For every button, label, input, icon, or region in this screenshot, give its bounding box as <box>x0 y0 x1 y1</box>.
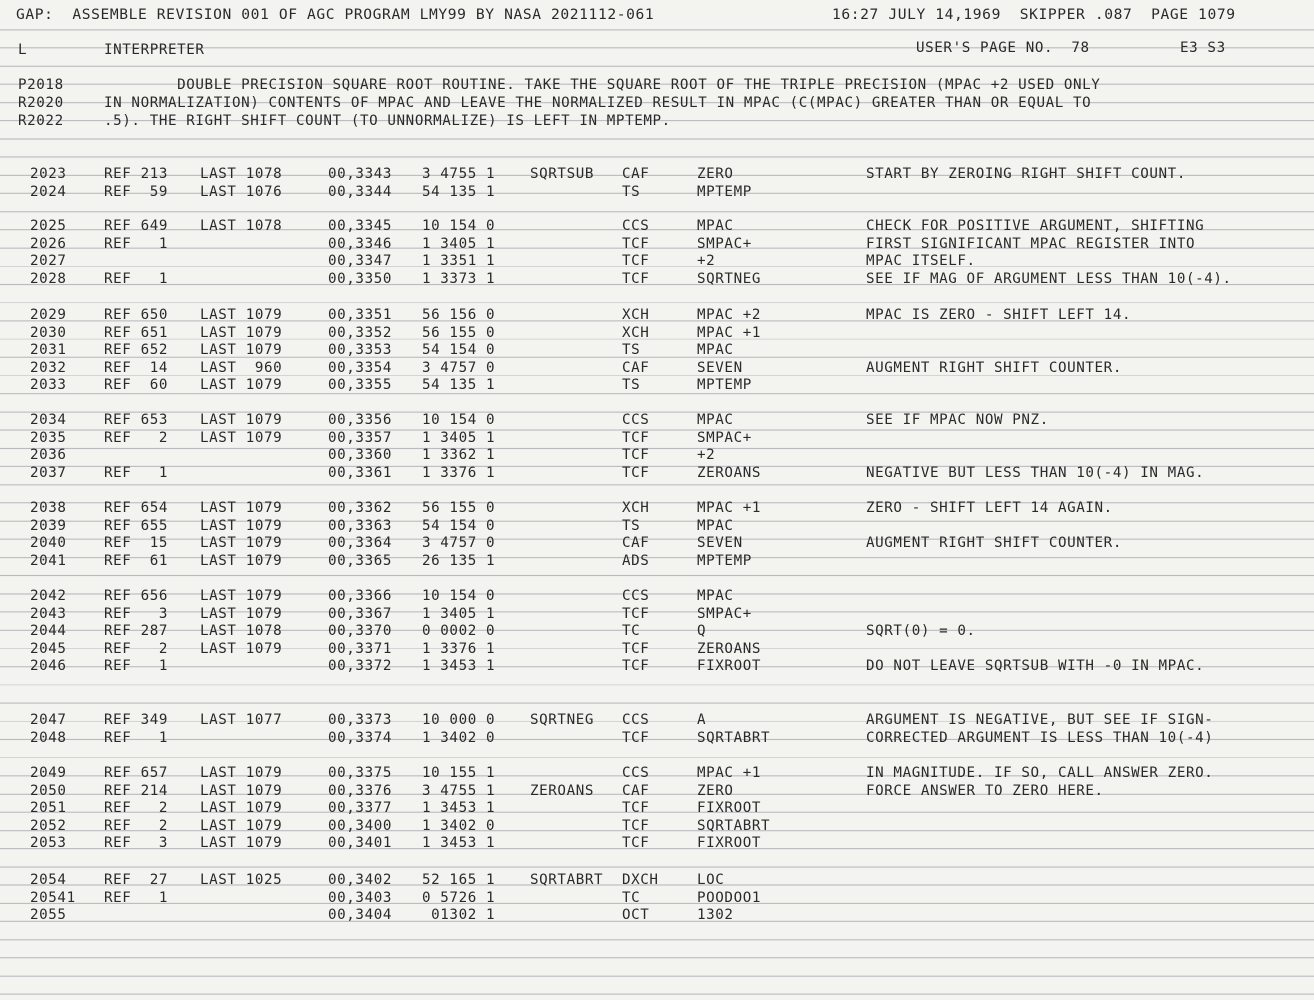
octal-word: 56 156 0 <box>422 307 496 323</box>
ref-field: REF 2 <box>104 800 168 817</box>
listing-row <box>0 517 1314 535</box>
listing-row <box>0 411 1314 429</box>
opcode-field: TC <box>622 623 641 640</box>
address-field: 00,3352 <box>328 324 392 341</box>
operand-field: FIXROOT <box>697 658 761 675</box>
operand-field: +2 <box>697 253 716 270</box>
line-number: 2050 <box>30 782 67 799</box>
ref-field: REF 655 <box>104 517 168 534</box>
ref-field: REF 1 <box>104 235 168 252</box>
line-number: 2029 <box>30 307 67 323</box>
line-number: 2054 <box>30 872 67 888</box>
listing-row <box>0 834 1314 852</box>
last-field: LAST 1079 <box>200 412 283 428</box>
line-number: 2043 <box>30 605 67 622</box>
ref-field: REF 214 <box>104 782 168 799</box>
last-field: LAST 1025 <box>200 872 283 888</box>
opcode-field: TCF <box>622 429 650 446</box>
listing-row <box>0 534 1314 552</box>
listing-row <box>0 341 1314 359</box>
comment-field: AUGMENT RIGHT SHIFT COUNTER. <box>866 359 1122 376</box>
operand-field: MPAC +1 <box>697 500 761 516</box>
last-field: LAST 1079 <box>200 377 283 394</box>
octal-word: 01302 1 <box>422 907 496 924</box>
ref-field: REF 1 <box>104 889 168 906</box>
operand-field: MPTEMP <box>697 183 752 200</box>
comment-field: SQRT(0) = 0. <box>866 623 976 640</box>
line-number: 2047 <box>30 712 67 728</box>
listing-row <box>0 359 1314 377</box>
ref-field: REF 3 <box>104 605 168 622</box>
line-number: 2024 <box>30 183 67 200</box>
comment-field: START BY ZEROING RIGHT SHIFT COUNT. <box>866 166 1186 182</box>
opcode-field: XCH <box>622 324 650 341</box>
octal-word: 3 4757 0 <box>422 359 496 376</box>
listing-row <box>0 464 1314 482</box>
listing-row <box>0 306 1314 324</box>
address-field: 00,3401 <box>328 835 392 852</box>
opcode-field: CCS <box>622 765 650 781</box>
label-field: SQRTNEG <box>530 712 594 728</box>
opcode-field: XCH <box>622 500 650 516</box>
ref-field: REF 349 <box>104 712 168 728</box>
last-field: LAST 1079 <box>200 605 283 622</box>
comment-field: FIRST SIGNIFICANT MPAC REGISTER INTO <box>866 235 1196 252</box>
comment-tag: R2022 <box>18 113 64 129</box>
listing-row <box>0 235 1314 253</box>
operand-field: SMPAC+ <box>697 605 752 622</box>
last-field: LAST 1079 <box>200 307 283 323</box>
last-field: LAST 1078 <box>200 218 283 234</box>
octal-word: 1 3453 1 <box>422 658 496 675</box>
ref-field: REF 1 <box>104 464 168 481</box>
listing-row <box>0 799 1314 817</box>
opcode-field: TS <box>622 183 641 200</box>
ref-field: REF 649 <box>104 218 168 234</box>
operand-field: ZEROANS <box>697 464 761 481</box>
line-number: 2055 <box>30 907 67 924</box>
subheader-marker: L <box>18 42 28 58</box>
last-field: LAST 1079 <box>200 535 283 552</box>
opcode-field: CCS <box>622 218 650 234</box>
opcode-field: CAF <box>622 359 650 376</box>
opcode-field: TCF <box>622 658 650 675</box>
operand-field: SQRTNEG <box>697 270 761 287</box>
last-field: LAST 1079 <box>200 640 283 657</box>
opcode-field: TC <box>622 889 641 906</box>
address-field: 00,3365 <box>328 552 392 569</box>
octal-word: 10 155 1 <box>422 765 496 781</box>
page-code: E3 S3 <box>1180 40 1226 56</box>
listing-row <box>0 782 1314 800</box>
line-number: 2023 <box>30 166 67 182</box>
octal-word: 1 3405 1 <box>422 235 496 252</box>
octal-word: 3 4757 0 <box>422 535 496 552</box>
octal-word: 54 135 1 <box>422 377 496 394</box>
opcode-field: TCF <box>622 464 650 481</box>
operand-field: SEVEN <box>697 359 743 376</box>
listing-row <box>0 217 1314 235</box>
octal-word: 54 154 0 <box>422 517 496 534</box>
octal-word: 10 000 0 <box>422 712 496 728</box>
opcode-field: CCS <box>622 712 650 728</box>
octal-word: 1 3362 1 <box>422 447 496 464</box>
header-left: GAP: ASSEMBLE REVISION 001 OF AGC PROGRAM LMY99 BY NASA 2021112-061 <box>16 6 655 23</box>
operand-field: SQRTABRT <box>697 817 771 834</box>
octal-word: 1 3453 1 <box>422 800 496 817</box>
listing-row <box>0 270 1314 288</box>
address-field: 00,3402 <box>328 872 392 888</box>
address-field: 00,3366 <box>328 588 392 604</box>
line-number: 2046 <box>30 658 67 675</box>
opcode-field: CCS <box>622 412 650 428</box>
ref-field: REF 27 <box>104 872 168 888</box>
address-field: 00,3364 <box>328 535 392 552</box>
address-field: 00,3361 <box>328 464 392 481</box>
operand-field: ZERO <box>697 782 734 799</box>
last-field: LAST 1079 <box>200 800 283 817</box>
listing-row <box>0 376 1314 394</box>
operand-field: POODOO1 <box>697 889 761 906</box>
listing-row <box>0 817 1314 835</box>
opcode-field: TCF <box>622 800 650 817</box>
line-number: 2025 <box>30 218 67 234</box>
operand-field: ZEROANS <box>697 640 761 657</box>
address-field: 00,3356 <box>328 412 392 428</box>
operand-field: 1302 <box>697 907 734 924</box>
octal-word: 54 135 1 <box>422 183 496 200</box>
address-field: 00,3345 <box>328 218 392 234</box>
octal-word: 54 154 0 <box>422 342 496 359</box>
address-field: 00,3357 <box>328 429 392 446</box>
ref-field: REF 15 <box>104 535 168 552</box>
ref-field: REF 654 <box>104 500 168 516</box>
listing-row <box>0 552 1314 570</box>
address-field: 00,3350 <box>328 270 392 287</box>
ref-field: REF 213 <box>104 166 168 182</box>
operand-field: SMPAC+ <box>697 235 752 252</box>
line-number: 2038 <box>30 500 67 516</box>
address-field: 00,3360 <box>328 447 392 464</box>
operand-field: MPTEMP <box>697 552 752 569</box>
listing-row <box>0 871 1314 889</box>
address-field: 00,3351 <box>328 307 392 323</box>
listing-row <box>0 906 1314 924</box>
opcode-field: TCF <box>622 270 650 287</box>
listing-row <box>0 183 1314 201</box>
last-field: LAST 1079 <box>200 782 283 799</box>
listing-row <box>0 165 1314 183</box>
line-number: 2027 <box>30 253 67 270</box>
operand-field: ZERO <box>697 166 734 182</box>
comment-line <box>0 112 1314 130</box>
address-field: 00,3372 <box>328 658 392 675</box>
opcode-field: TCF <box>622 817 650 834</box>
opcode-field: CAF <box>622 535 650 552</box>
ref-field: REF 652 <box>104 342 168 359</box>
operand-field: MPAC <box>697 342 734 359</box>
opcode-field: DXCH <box>622 872 659 888</box>
opcode-field: TCF <box>622 729 650 746</box>
last-field: LAST 1079 <box>200 552 283 569</box>
address-field: 00,3363 <box>328 517 392 534</box>
listing-row <box>0 889 1314 907</box>
address-field: 00,3403 <box>328 889 392 906</box>
octal-word: 0 5726 1 <box>422 889 496 906</box>
octal-word: 1 3373 1 <box>422 270 496 287</box>
comment-text: .5). THE RIGHT SHIFT COUNT (TO UNNORMALIZE) IS LEFT IN MPTEMP. <box>104 113 671 129</box>
operand-field: SQRTABRT <box>697 729 771 746</box>
octal-word: 1 3402 0 <box>422 817 496 834</box>
last-field: LAST 1079 <box>200 324 283 341</box>
label-field: SQRTSUB <box>530 166 594 182</box>
comment-field: MPAC ITSELF. <box>866 253 976 270</box>
operand-field: MPAC <box>697 412 734 428</box>
line-number: 2037 <box>30 464 67 481</box>
opcode-field: XCH <box>622 307 650 323</box>
header-right: 16:27 JULY 14,1969 SKIPPER .087 PAGE 1079 <box>832 6 1236 23</box>
operand-field: MPAC <box>697 517 734 534</box>
listing-row <box>0 711 1314 729</box>
octal-word: 3 4755 1 <box>422 166 496 182</box>
ref-field: REF 1 <box>104 729 168 746</box>
operand-field: MPAC <box>697 588 734 604</box>
address-field: 00,3370 <box>328 623 392 640</box>
opcode-field: CAF <box>622 782 650 799</box>
address-field: 00,3404 <box>328 907 392 924</box>
address-field: 00,3374 <box>328 729 392 746</box>
ref-field: REF 650 <box>104 307 168 323</box>
octal-word: 10 154 0 <box>422 412 496 428</box>
address-field: 00,3400 <box>328 817 392 834</box>
opcode-field: TCF <box>622 235 650 252</box>
address-field: 00,3354 <box>328 359 392 376</box>
last-field: LAST 1078 <box>200 623 283 640</box>
listing-row <box>0 764 1314 782</box>
listing-row <box>0 729 1314 747</box>
line-number: 2028 <box>30 270 67 287</box>
address-field: 00,3344 <box>328 183 392 200</box>
address-field: 00,3355 <box>328 377 392 394</box>
operand-field: MPTEMP <box>697 377 752 394</box>
ref-field: REF 657 <box>104 765 168 781</box>
octal-word: 1 3376 1 <box>422 464 496 481</box>
listing-row <box>0 657 1314 675</box>
ref-field: REF 14 <box>104 359 168 376</box>
comment-tag: P2018 <box>18 77 64 93</box>
line-number: 2039 <box>30 517 67 534</box>
comment-field: SEE IF MPAC NOW PNZ. <box>866 412 1049 428</box>
address-field: 00,3373 <box>328 712 392 728</box>
address-field: 00,3343 <box>328 166 392 182</box>
last-field: LAST 1079 <box>200 342 283 359</box>
line-number: 2035 <box>30 429 67 446</box>
opcode-field: CAF <box>622 166 650 182</box>
comment-field: ZERO - SHIFT LEFT 14 AGAIN. <box>866 500 1113 516</box>
last-field: LAST 1079 <box>200 517 283 534</box>
octal-word: 56 155 0 <box>422 324 496 341</box>
last-field: LAST 1079 <box>200 835 283 852</box>
opcode-field: TCF <box>622 253 650 270</box>
operand-field: Q <box>697 623 707 640</box>
last-field: LAST 1077 <box>200 712 283 728</box>
line-number: 2049 <box>30 765 67 781</box>
listing-row <box>0 446 1314 464</box>
opcode-field: CCS <box>622 588 650 604</box>
user-page-number: USER'S PAGE NO. 78 <box>916 40 1090 56</box>
line-number: 2033 <box>30 377 67 394</box>
operand-field: LOC <box>697 872 725 888</box>
ref-field: REF 2 <box>104 429 168 446</box>
ref-field: REF 61 <box>104 552 168 569</box>
address-field: 00,3375 <box>328 765 392 781</box>
address-field: 00,3371 <box>328 640 392 657</box>
label-field: ZEROANS <box>530 782 594 799</box>
comment-line <box>0 76 1314 94</box>
line-number: 2042 <box>30 588 67 604</box>
ref-field: REF 653 <box>104 412 168 428</box>
listing-row <box>0 640 1314 658</box>
opcode-field: OCT <box>622 907 650 924</box>
line-number: 2030 <box>30 324 67 341</box>
comment-field: AUGMENT RIGHT SHIFT COUNTER. <box>866 535 1122 552</box>
last-field: LAST 1079 <box>200 588 283 604</box>
last-field: LAST 1078 <box>200 166 283 182</box>
line-number: 2048 <box>30 729 67 746</box>
address-field: 00,3362 <box>328 500 392 516</box>
comment-field: IN MAGNITUDE. IF SO, CALL ANSWER ZERO. <box>866 765 1214 781</box>
listing-row <box>0 587 1314 605</box>
operand-field: A <box>697 712 707 728</box>
line-number: 2032 <box>30 359 67 376</box>
comment-field: DO NOT LEAVE SQRTSUB WITH -0 IN MPAC. <box>866 658 1205 675</box>
ref-field: REF 59 <box>104 183 168 200</box>
octal-word: 1 3453 1 <box>422 835 496 852</box>
octal-word: 26 135 1 <box>422 552 496 569</box>
comment-text: IN NORMALIZATION) CONTENTS OF MPAC AND LEAVE THE NORMALIZED RESULT IN MPAC (C(MPAC) GREATER THAN OR EQUAL TO <box>104 95 1092 111</box>
octal-word: 1 3405 1 <box>422 605 496 622</box>
comment-tag: R2020 <box>18 95 64 111</box>
comment-field: CHECK FOR POSITIVE ARGUMENT, SHIFTING <box>866 218 1205 234</box>
last-field: LAST 960 <box>200 359 283 376</box>
octal-word: 1 3351 1 <box>422 253 496 270</box>
operand-field: FIXROOT <box>697 800 761 817</box>
line-number: 2044 <box>30 623 67 640</box>
ref-field: REF 60 <box>104 377 168 394</box>
last-field: LAST 1079 <box>200 500 283 516</box>
last-field: LAST 1079 <box>200 765 283 781</box>
comment-line <box>0 94 1314 112</box>
address-field: 00,3377 <box>328 800 392 817</box>
comment-field: NEGATIVE BUT LESS THAN 10(-4) IN MAG. <box>866 464 1205 481</box>
ref-field: REF 2 <box>104 640 168 657</box>
octal-word: 3 4755 1 <box>422 782 496 799</box>
comment-field: SEE IF MAG OF ARGUMENT LESS THAN 10(-4). <box>866 270 1232 287</box>
operand-field: +2 <box>697 447 716 464</box>
last-field: LAST 1079 <box>200 817 283 834</box>
ref-field: REF 656 <box>104 588 168 604</box>
octal-word: 10 154 0 <box>422 588 496 604</box>
listing-row <box>0 324 1314 342</box>
address-field: 00,3347 <box>328 253 392 270</box>
operand-field: MPAC +2 <box>697 307 761 323</box>
operand-field: SMPAC+ <box>697 429 752 446</box>
octal-word: 1 3405 1 <box>422 429 496 446</box>
comment-field: MPAC IS ZERO - SHIFT LEFT 14. <box>866 307 1132 323</box>
address-field: 00,3346 <box>328 235 392 252</box>
opcode-field: ADS <box>622 552 650 569</box>
line-number: 2053 <box>30 835 67 852</box>
last-field: LAST 1076 <box>200 183 283 200</box>
line-number: 2052 <box>30 817 67 834</box>
line-number: 2031 <box>30 342 67 359</box>
last-field: LAST 1079 <box>200 429 283 446</box>
opcode-field: TCF <box>622 640 650 657</box>
listing-row <box>0 605 1314 623</box>
octal-word: 0 0002 0 <box>422 623 496 640</box>
ref-field: REF 1 <box>104 658 168 675</box>
ref-field: REF 3 <box>104 835 168 852</box>
operand-field: MPAC <box>697 218 734 234</box>
listing-row <box>0 429 1314 447</box>
octal-word: 10 154 0 <box>422 218 496 234</box>
comment-field: ARGUMENT IS NEGATIVE, BUT SEE IF SIGN- <box>866 712 1214 728</box>
opcode-field: TCF <box>622 605 650 622</box>
ref-field: REF 287 <box>104 623 168 640</box>
operand-field: MPAC +1 <box>697 324 761 341</box>
section-title: INTERPRETER <box>104 42 205 58</box>
opcode-field: TS <box>622 517 641 534</box>
comment-field: FORCE ANSWER TO ZERO HERE. <box>866 782 1104 799</box>
address-field: 00,3376 <box>328 782 392 799</box>
octal-word: 1 3402 0 <box>422 729 496 746</box>
address-field: 00,3353 <box>328 342 392 359</box>
ref-field: REF 2 <box>104 817 168 834</box>
operand-field: MPAC +1 <box>697 765 761 781</box>
ref-field: REF 651 <box>104 324 168 341</box>
octal-word: 52 165 1 <box>422 872 496 888</box>
line-number: 2040 <box>30 535 67 552</box>
listing-row <box>0 622 1314 640</box>
line-number: 2041 <box>30 552 67 569</box>
line-number: 2036 <box>30 447 67 464</box>
ref-field: REF 1 <box>104 270 168 287</box>
opcode-field: TCF <box>622 835 650 852</box>
opcode-field: TS <box>622 342 641 359</box>
listing-row <box>0 252 1314 270</box>
address-field: 00,3367 <box>328 605 392 622</box>
listing-row <box>0 499 1314 517</box>
line-number: 2026 <box>30 235 67 252</box>
line-number: 2034 <box>30 412 67 428</box>
octal-word: 56 155 0 <box>422 500 496 516</box>
opcode-field: TCF <box>622 447 650 464</box>
octal-word: 1 3376 1 <box>422 640 496 657</box>
comment-field: CORRECTED ARGUMENT IS LESS THAN 10(-4) <box>866 729 1214 746</box>
operand-field: SEVEN <box>697 535 743 552</box>
line-number: 20541 <box>30 889 76 906</box>
line-number: 2051 <box>30 800 67 817</box>
operand-field: FIXROOT <box>697 835 761 852</box>
label-field: SQRTABRT <box>530 872 604 888</box>
comment-text: DOUBLE PRECISION SQUARE ROOT ROUTINE. TAKE THE SQUARE ROOT OF THE TRIPLE PRECISION (MPAC +2 USED ONLY <box>104 77 1101 93</box>
line-number: 2045 <box>30 640 67 657</box>
opcode-field: TS <box>622 377 641 394</box>
